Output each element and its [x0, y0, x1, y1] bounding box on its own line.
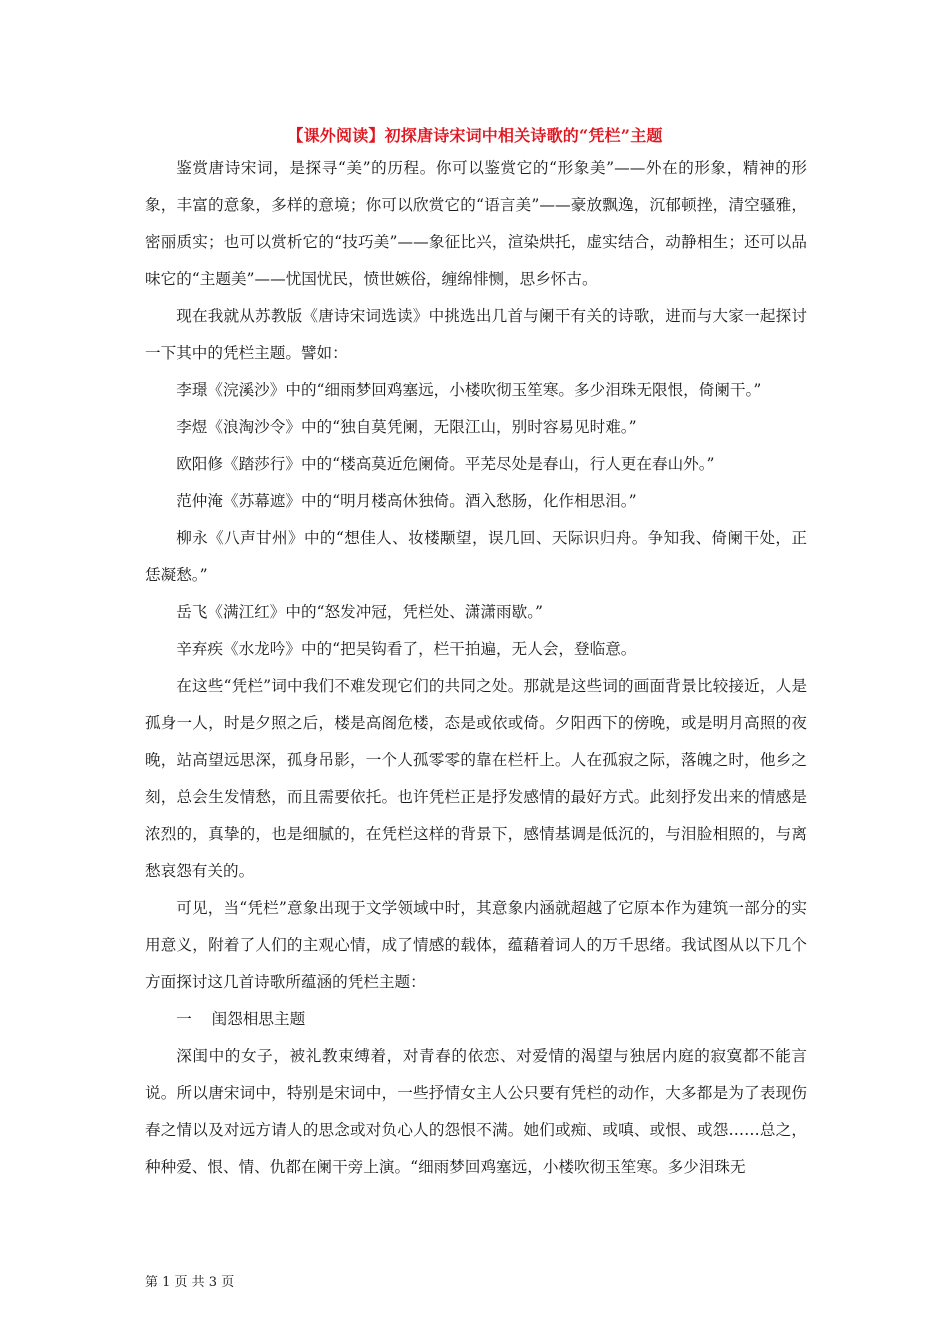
quote-li-yu: 李煜《浪淘沙令》中的“独自莫凭阑，无限江山，别时容易见时难。”: [176, 418, 637, 436]
section-heading: 一 闺怨相思主题: [176, 1010, 306, 1028]
quote-fan-zhongyan: 范仲淹《苏幕遮》中的“明月楼高休独倚。酒入愁肠，化作相思泪。”: [176, 492, 637, 510]
paragraph-selection: 现在我就从苏教版《唐诗宋词选读》中挑选出几首与阑干有关的诗歌，进而与大家一起探讨一下其中的凭栏主题。譬如：: [145, 307, 807, 362]
page-footer: 第 1 页 共 3 页: [145, 1275, 235, 1290]
paragraph-analysis: 在这些“凭栏”词中我们不难发现它们的共同之处。那就是这些词的画面背景比较接近，人是孤身一人，时是夕照之后，楼是高阁危楼，态是或依或倚。夕阳西下的傍晚，或是明月高照的夜晚，站高望远思深，孤身吊影，一个人孤零零的靠在栏杆上。人在孤寂之际，落魄之时，他乡之刻，总会生发情愁，而且需要依托。也许凭栏正是抒发感情的最好方式。此刻抒发出来的情感是浓烈的，真挚的，也是细腻的，在凭栏这样的背景下，感情基调是低沉的，与泪脸相照的，与离愁哀怨有关的。: [145, 677, 807, 880]
document-title: 【课外阅读】初探唐诗宋词中相关诗歌的“凭栏”主题: [287, 126, 663, 145]
quote-xin-qiji: 辛弃疾《水龙吟》中的“把吴钩看了，栏干拍遍，无人会，登临意。: [176, 640, 637, 658]
quote-li-jing: 李璟《浣溪沙》中的“细雨梦回鸡塞远，小楼吹彻玉笙寒。多少泪珠无限恨，倚阑干。”: [176, 381, 762, 399]
quote-ouyang-xiu: 欧阳修《踏莎行》中的“楼高莫近危阑倚。平芜尽处是春山，行人更在春山外。”: [176, 455, 715, 473]
document-body: [145, 150, 807, 1186]
quote-yue-fei: 岳飞《满江红》中的“怒发冲冠，凭栏处、潇潇雨歇。”: [176, 603, 543, 621]
paragraph-conclusion: 可见，当“凭栏”意象出现于文学领域中时，其意象内涵就超越了它原本作为建筑一部分的实用意义，附着了人们的主观心情，成了情感的载体，蕴藉着词人的万千思绪。我试图从以下几个方面探讨这几首诗歌所蕴涵的凭栏主题：: [145, 899, 807, 991]
section-paragraph: 深闺中的女子，被礼教束缚着，对青春的依恋、对爱情的渴望与独居内庭的寂寞都不能言说。所以唐宋词中，特别是宋词中，一些抒情女主人公只要有凭栏的动作，大多都是为了表现伤春之情以及对远方请人的思念或对负心人的怨恨不满。她们或痴、或嗔、或恨、或怨……总之，种种爱、恨、情、仇都在阑干旁上演。“细雨梦回鸡塞远，小楼吹彻玉笙寒。多少泪珠无: [145, 1047, 807, 1176]
paragraph-intro: 鉴赏唐诗宋词，是探寻“美”的历程。你可以鉴赏它的“形象美”——外在的形象，精神的形象，丰富的意象，多样的意境；你可以欣赏它的“语言美”——豪放飘逸，沉郁顿挫，清空骚雅，密丽质实；也可以赏析它的“技巧美”——象征比兴，渲染烘托，虚实结合，动静相生；还可以品味它的“主题美”——忧国忧民，愤世嫉俗，缠绵悱恻，思乡怀古。: [145, 159, 807, 288]
quote-liu-yong: 柳永《八声甘州》中的“想佳人、妆楼颙望，误几回、天际识归舟。争知我、倚阑干处，正恁凝愁。”: [145, 529, 807, 584]
